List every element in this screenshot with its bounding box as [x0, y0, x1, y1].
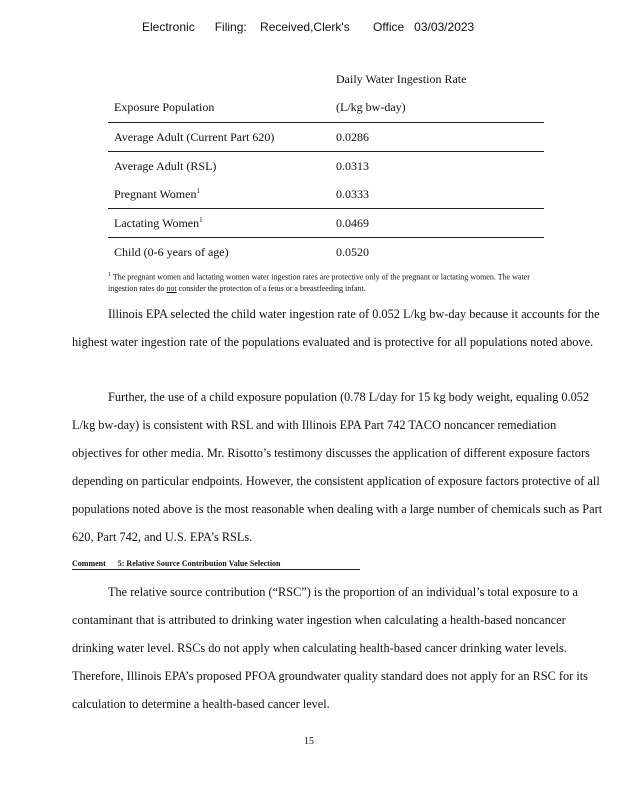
table-header-row — [108, 92, 544, 123]
table-header-row — [108, 66, 544, 92]
paragraph-child-rate: Illinois EPA selected the child water ingestion rate of 0.052 L/kg bw-day because it accounts for the highest water ingestion rate of the populations evaluated and is protective for all populations noted above. — [72, 307, 600, 349]
header-exposure-population: Exposure Population — [114, 99, 215, 114]
rate-cell: 0.0520 — [330, 238, 544, 267]
population-cell: Average Adult (Current Part 620) — [108, 123, 330, 152]
table-row — [108, 152, 544, 181]
water-ingestion-rate-table — [108, 66, 544, 266]
rate-cell: 0.0469 — [330, 209, 544, 238]
page-number: 15 — [304, 736, 314, 747]
population-cell: Pregnant Women$^1$ — [114, 186, 200, 201]
population-cell: Lactating Women$^1$ — [108, 209, 330, 238]
population-cell: Child (0-6 years of age) — [108, 238, 330, 267]
footnote-marker: 1 — [199, 215, 203, 224]
rate-cell: 0.0286 — [330, 123, 544, 152]
table-row — [108, 123, 544, 152]
table-footnote: $^1$ The pregnant women and lactating women water ingestion rates are protective only of the pregnant or lactating women. The water ingestion rates do not consider the protection of a fetus or a breastfeeding infant. — [108, 272, 530, 293]
footnote-marker: 1 — [196, 186, 200, 195]
comment-heading: Comment 5: Relative Source Contribution Value Selection — [72, 559, 360, 570]
header-rate-line2: (L/kg bw-day) — [336, 99, 406, 114]
rate-cell: 0.0313 — [330, 152, 544, 181]
paragraph-consistency: Further, the use of a child exposure population (0.78 L/day for 15 kg body weight, equaling 0.052 L/kg bw-day) is consistent with RSL and with Illinois EPA Part 742 TACO noncancer remediation objectives for other media. Mr. Risotto’s testimony discusses the application of different exposure factors depending on particular endpoints. However, the consistent application of exposure factors protective of all populations noted above is the most reasonable when dealing with a large number of chemicals such as Part 620, Part 742, and U.S. EPA’s RSLs. — [72, 390, 603, 544]
table-row — [108, 238, 544, 267]
footnote-number: 1 — [108, 272, 111, 278]
header-rate-line1: Daily Water Ingestion Rate — [336, 71, 467, 86]
paragraph-rsc: The relative source contribution (“RSC”) is the proportion of an individual’s total exposure to a contaminant that is attributed to drinking water ingestion when calculating a health-based noncancer drinking water level. RSCs do not apply when calculating health-based cancer drinking water levels. Therefore, Illinois EPA’s proposed PFOA groundwater quality standard does not apply for an RSC for its calculation to determine a health-based cancer level. — [72, 585, 588, 711]
rate-cell: 0.0333 — [336, 186, 369, 201]
table-row — [108, 180, 544, 209]
table-row — [108, 209, 544, 238]
electronic-filing-header: Electronic Filing: Received,Clerk's Office 03/03/2023 — [142, 20, 475, 34]
population-cell: Average Adult (RSL) — [108, 152, 330, 181]
